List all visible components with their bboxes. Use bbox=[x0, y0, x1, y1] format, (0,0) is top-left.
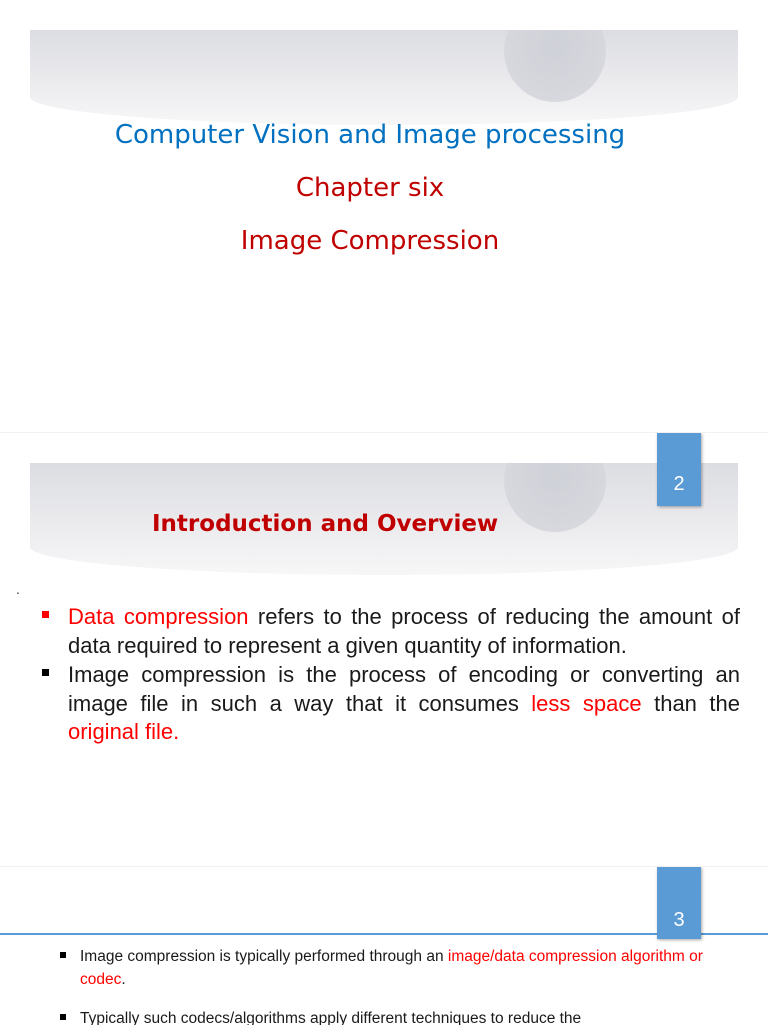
slide-1 bbox=[0, 0, 768, 432]
body-text: refers to the process of reducing the amount of data required to represent a given quantity of information. bbox=[68, 604, 740, 658]
slide-3 bbox=[0, 866, 768, 1025]
course-title: Computer Vision and Image processing bbox=[114, 120, 626, 150]
highlight-text: image/data compression algorithm or codec bbox=[80, 948, 703, 988]
list-item bbox=[40, 603, 740, 660]
list-item bbox=[40, 661, 740, 747]
square-bullet-icon bbox=[42, 669, 49, 676]
stray-mark: . bbox=[16, 583, 20, 597]
section-heading: Introduction and Overview bbox=[152, 511, 499, 537]
body-text: . bbox=[121, 971, 126, 988]
highlight-text: less space bbox=[531, 690, 642, 716]
highlight-text: original file. bbox=[68, 719, 180, 744]
body-text: Image compression is typically performed through an bbox=[80, 948, 448, 965]
page-number: 2 bbox=[673, 473, 685, 495]
body-text: Typically such codecs/algorithms apply different techniques to reduce the bbox=[80, 1010, 582, 1025]
list-item bbox=[60, 1007, 710, 1025]
page-number: 3 bbox=[673, 909, 685, 931]
topic-title: Image Compression bbox=[240, 226, 500, 256]
red-square-bullet-icon bbox=[42, 611, 49, 618]
decorative-circle bbox=[504, 30, 606, 102]
square-bullet-icon bbox=[60, 1014, 66, 1020]
header-rule bbox=[0, 933, 768, 935]
header-banner bbox=[30, 30, 738, 125]
page-number-badge bbox=[657, 867, 701, 939]
chapter-title: Chapter six bbox=[295, 173, 445, 203]
bullet-list bbox=[40, 603, 740, 748]
bullet-list bbox=[60, 945, 710, 1025]
body-text: Image compression is the process of encoding or converting an image file in such a way that it consumes bbox=[68, 662, 740, 716]
square-bullet-icon bbox=[60, 952, 66, 958]
page-number-badge bbox=[657, 433, 701, 506]
highlight-text: Data compression bbox=[68, 604, 249, 629]
slide-2 bbox=[0, 432, 768, 867]
list-item bbox=[60, 945, 710, 991]
body-text: than the bbox=[641, 690, 740, 716]
decorative-circle bbox=[504, 463, 606, 532]
